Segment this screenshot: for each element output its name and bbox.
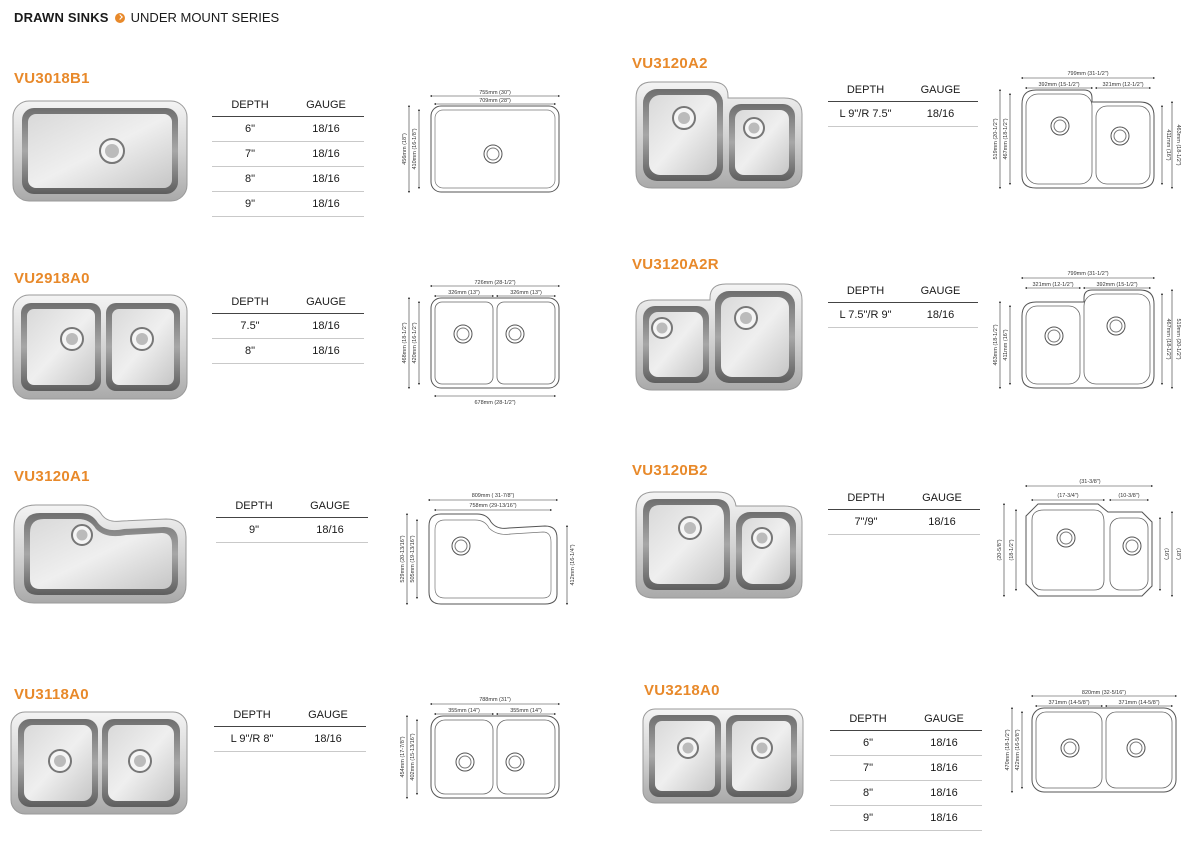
- dimension-label: 420mm (16-1/2"): [412, 322, 418, 364]
- dimension-label: 371mm (14-5/8"): [1118, 700, 1160, 706]
- gauge-header: GAUGE: [306, 98, 346, 111]
- dimension-label: 355mm (14"): [510, 708, 542, 714]
- dimension-label: 411mm (16"): [1165, 129, 1171, 161]
- dimension-label: 321mm (12-1/2"): [1102, 82, 1144, 88]
- gauge-header: GAUGE: [920, 83, 961, 96]
- dimension-drawing: [395, 84, 575, 204]
- dimension-label: 529mm (20-13/16"): [400, 535, 406, 583]
- dimension-label: 412mm (16-1/4"): [570, 544, 576, 586]
- dimension-label: 788mm (31"): [479, 697, 511, 703]
- gauge-header: GAUGE: [920, 284, 961, 297]
- dimension-label: 467mm (18-1/2"): [1003, 118, 1009, 160]
- model-title: VU3120A2: [632, 55, 708, 72]
- spec-table: [216, 494, 368, 543]
- dimension-label: (17-3/4"): [1057, 493, 1079, 499]
- dimension-label: 468mm (18-1/2"): [402, 322, 408, 364]
- table-row: 7.5" 18/16: [212, 314, 364, 339]
- dimension-label: 456mm (18"): [402, 133, 408, 165]
- table-row: 9" 18/16: [830, 806, 982, 831]
- dimension-drawing: [1002, 684, 1182, 802]
- table-row: 8" 18/16: [212, 167, 364, 192]
- table-row: 6" 18/16: [212, 117, 364, 142]
- depth-header: DEPTH: [846, 284, 885, 297]
- dimension-label: (31-3/8"): [1079, 479, 1101, 485]
- dimension-label: 505mm (19-13/16"): [410, 535, 416, 583]
- model-title: VU3120A2R: [632, 256, 719, 273]
- spec-table: [212, 290, 364, 364]
- depth-header: DEPTH: [231, 295, 269, 308]
- table-row: L 9"/R 7.5" 18/16: [828, 102, 978, 127]
- dimension-label: 755mm (30"): [479, 90, 511, 96]
- dimension-label: 799mm (31-1/2"): [1067, 71, 1109, 77]
- model-title: VU3120A1: [14, 468, 90, 485]
- dimension-drawing: [395, 276, 575, 410]
- sink-photo: [10, 711, 188, 815]
- table-row: 7"/9" 18/16: [828, 510, 980, 535]
- dimension-label: 321mm (12-1/2"): [1032, 282, 1074, 288]
- depth-header: DEPTH: [849, 712, 887, 725]
- dimension-drawing: [395, 486, 580, 614]
- dimension-label: (20-5/8"): [997, 539, 1003, 561]
- depth-header: DEPTH: [235, 499, 273, 512]
- dimension-label: (18-1/2"): [1009, 539, 1015, 561]
- depth-header: DEPTH: [846, 83, 885, 96]
- dimension-label: 392mm (15-1/2"): [1096, 282, 1138, 288]
- dimension-label: 519mm (20-1/2"): [993, 118, 999, 160]
- sink-photo: [12, 497, 188, 605]
- model-title: VU3120B2: [632, 462, 708, 479]
- dimension-label: 410mm (16-1/8"): [412, 128, 418, 170]
- dimension-label: 467mm (18-1/2"): [1165, 318, 1171, 360]
- dimension-drawing: [395, 690, 575, 808]
- spec-table: [828, 78, 978, 127]
- series-title: UNDER MOUNT SERIES: [130, 10, 280, 25]
- gauge-header: GAUGE: [922, 491, 962, 504]
- model-title: VU3118A0: [14, 686, 89, 703]
- dimension-drawing: [988, 264, 1180, 398]
- dimension-label: 454mm (17-7/8"): [400, 736, 406, 778]
- gauge-header: GAUGE: [308, 708, 348, 721]
- dimension-label: 355mm (14"): [448, 708, 480, 714]
- dimension-label: (10-3/8"): [1118, 493, 1140, 499]
- table-row: 7" 18/16: [830, 756, 982, 781]
- dimension-drawing: [988, 64, 1180, 198]
- dimension-label: 392mm (15-1/2"): [1038, 82, 1080, 88]
- category-title: DRAWN SINKS: [14, 10, 109, 25]
- spec-table: [214, 703, 366, 752]
- table-row: 8" 18/16: [212, 339, 364, 364]
- page-header: [14, 10, 279, 25]
- dimension-label: 371mm (14-5/8"): [1048, 700, 1090, 706]
- gauge-header: GAUGE: [310, 499, 350, 512]
- dimension-label: 519mm (20-1/2"): [1175, 318, 1181, 360]
- spec-table: [828, 486, 980, 535]
- dimension-label: 799mm (31-1/2"): [1067, 271, 1109, 277]
- model-title: VU2918A0: [14, 270, 90, 287]
- table-row: 7" 18/16: [212, 142, 364, 167]
- dimension-label: 820mm (32-5/16"): [1081, 690, 1127, 696]
- dimension-drawing: [990, 472, 1182, 604]
- dimension-label: 470mm (18-1/2"): [1005, 729, 1011, 771]
- dimension-label: 411mm (16"): [1003, 329, 1009, 361]
- dimension-label: 809mm ( 31-7/8"): [471, 493, 515, 499]
- spec-table: [830, 707, 982, 831]
- dimension-label: 678mm (28-1/2"): [474, 400, 516, 406]
- dimension-label: 726mm (28-1/2"): [474, 280, 516, 286]
- dimension-label: (16"): [1163, 548, 1169, 560]
- table-row: 9" 18/16: [216, 518, 368, 543]
- table-row: 6" 18/16: [830, 731, 982, 756]
- sink-photo: [642, 708, 804, 804]
- dimension-label: 326mm (13"): [510, 290, 542, 296]
- model-title: VU3218A0: [644, 682, 720, 699]
- sink-photo: [12, 100, 188, 202]
- table-row: 9" 18/16: [212, 192, 364, 217]
- depth-header: DEPTH: [847, 491, 885, 504]
- sink-photo: [12, 294, 188, 400]
- sink-photo: [634, 282, 804, 392]
- dimension-label: 709mm (28"): [479, 98, 511, 104]
- gauge-header: GAUGE: [306, 295, 346, 308]
- table-row: 8" 18/16: [830, 781, 982, 806]
- model-title: VU3018B1: [14, 70, 90, 87]
- dimension-label: 422mm (16-5/8"): [1015, 729, 1021, 771]
- dimension-label: 402mm (15-13/16"): [410, 733, 416, 781]
- spec-table: [212, 93, 364, 217]
- depth-header: DEPTH: [231, 98, 269, 111]
- gauge-header: GAUGE: [924, 712, 964, 725]
- arrow-circle-icon: [115, 13, 125, 23]
- dimension-label: 326mm (13"): [448, 290, 480, 296]
- sink-photo: [634, 488, 804, 600]
- dimension-label: (18"): [1175, 548, 1181, 560]
- dimension-label: 463mm (18-1/2"): [1175, 124, 1181, 166]
- table-row: L 9"/R 8" 18/16: [214, 727, 366, 752]
- dimension-label: 463mm (18-1/2"): [993, 324, 999, 366]
- table-row: L 7.5"/R 9" 18/16: [828, 303, 978, 328]
- sink-photo: [634, 80, 804, 190]
- spec-table: [828, 279, 978, 328]
- dimension-label: 758mm (29-13/16"): [469, 503, 517, 509]
- depth-header: DEPTH: [233, 708, 271, 721]
